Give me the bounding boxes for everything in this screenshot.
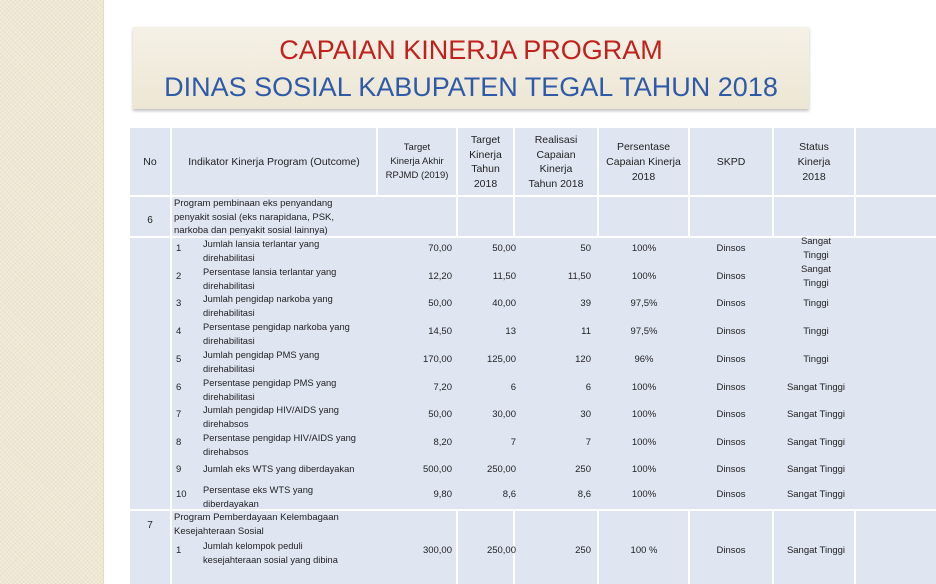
status-value: Sangat Tinggi bbox=[786, 489, 846, 500]
status-value: Tinggi bbox=[803, 298, 829, 309]
indicator-text: Persentase pengidap PMS yang direhabilitasi bbox=[203, 378, 337, 402]
column-divider bbox=[688, 128, 690, 238]
skpd-value: Dinsos bbox=[716, 382, 746, 393]
persentase-value: 100% bbox=[631, 489, 657, 500]
row-number: 3 bbox=[176, 298, 182, 309]
persentase-value: 100 % bbox=[630, 545, 658, 556]
skpd-value: Dinsos bbox=[716, 545, 746, 556]
indicator-text: Jumlah kelompok peduli kesejahteraan sosial yang dibina bbox=[203, 541, 338, 565]
status-value: Sangat Tinggi bbox=[786, 382, 846, 393]
realisasi-value: 250 bbox=[575, 545, 591, 556]
target-rpjmd-value: 500,00 bbox=[422, 464, 452, 475]
header-target-rpjmd: Target Kinerja Akhir RPJMD (2019) bbox=[378, 128, 456, 196]
persentase-value: 100% bbox=[631, 243, 657, 254]
target-2018-value: 6 bbox=[510, 382, 516, 393]
skpd-value: Dinsos bbox=[716, 437, 746, 448]
header-persentase: Persentase Capaian Kinerja 2018 bbox=[599, 128, 688, 196]
target-2018-value: 250,00 bbox=[486, 545, 516, 556]
realisasi-value: 250 bbox=[575, 464, 591, 475]
status-value: Sangat Tinggi bbox=[786, 464, 846, 475]
column-divider bbox=[597, 509, 599, 584]
performance-table bbox=[130, 128, 936, 584]
realisasi-value: 30 bbox=[580, 409, 591, 420]
column-divider bbox=[597, 128, 599, 238]
program-title: Program Pemberdayaan Kelembagaan Kesejahteraan Sosial bbox=[174, 512, 339, 537]
row-number: 9 bbox=[176, 464, 182, 475]
target-2018-value: 13 bbox=[505, 326, 516, 337]
persentase-value: 96% bbox=[634, 354, 654, 365]
row-number: 4 bbox=[176, 326, 182, 337]
skpd-value: Dinsos bbox=[716, 409, 746, 420]
decorative-side-strip bbox=[0, 0, 104, 584]
target-2018-value: 11,50 bbox=[492, 271, 516, 282]
column-divider bbox=[170, 128, 172, 584]
realisasi-value: 11 bbox=[581, 326, 591, 337]
column-divider bbox=[456, 128, 458, 238]
target-2018-value: 8,6 bbox=[502, 489, 516, 500]
target-rpjmd-value: 300,00 bbox=[422, 545, 452, 556]
persentase-value: 100% bbox=[631, 437, 657, 448]
row-number: 5 bbox=[176, 354, 182, 365]
header-target-2018: Target Kinerja Tahun 2018 bbox=[458, 128, 513, 196]
row-number: 1 bbox=[176, 243, 182, 254]
target-rpjmd-value: 14,50 bbox=[428, 326, 452, 337]
program-number: 6 bbox=[147, 215, 153, 226]
target-rpjmd-value: 8,20 bbox=[433, 437, 452, 448]
indicator-text: Persentase pengidap narkoba yang direhabilitasi bbox=[203, 322, 350, 346]
skpd-value: Dinsos bbox=[716, 298, 746, 309]
persentase-value: 97,5% bbox=[630, 326, 658, 337]
realisasi-value: 39 bbox=[580, 298, 591, 309]
column-divider bbox=[376, 128, 378, 196]
skpd-value: Dinsos bbox=[716, 243, 746, 254]
target-rpjmd-value: 12,20 bbox=[428, 271, 452, 282]
skpd-value: Dinsos bbox=[716, 271, 746, 282]
page-title-line-1: CAPAIAN KINERJA PROGRAM bbox=[279, 35, 663, 65]
target-2018-value: 50,00 bbox=[492, 243, 516, 254]
indicator-text: Persentase lansia terlantar yang direhabilitasi bbox=[203, 267, 337, 291]
indicator-text: Jumlah lansia terlantar yang direhabilitasi bbox=[203, 239, 320, 263]
indicator-text: Jumlah pengidap PMS yang direhabilitasi bbox=[203, 350, 320, 374]
indicator-text: Jumlah pengidap HIV/AIDS yang direhabsos bbox=[203, 405, 339, 429]
target-rpjmd-value: 7,20 bbox=[433, 382, 452, 393]
header-skpd: SKPD bbox=[690, 128, 772, 196]
row-number: 8 bbox=[176, 437, 182, 448]
header-no: No bbox=[130, 128, 170, 196]
realisasi-value: 6 bbox=[585, 382, 591, 393]
persentase-value: 100% bbox=[631, 464, 657, 475]
status-value: Sangat Tinggi bbox=[786, 437, 846, 448]
target-2018-value: 7 bbox=[510, 437, 516, 448]
column-divider bbox=[456, 509, 458, 584]
realisasi-value: 7 bbox=[585, 437, 591, 448]
status-value: Tinggi bbox=[803, 326, 829, 337]
target-2018-value: 30,00 bbox=[492, 409, 516, 420]
skpd-value: Dinsos bbox=[716, 489, 746, 500]
skpd-value: Dinsos bbox=[716, 464, 746, 475]
target-rpjmd-value: 70,00 bbox=[428, 243, 452, 254]
skpd-value: Dinsos bbox=[716, 354, 746, 365]
persentase-value: 100% bbox=[631, 271, 657, 282]
target-2018-value: 125,00 bbox=[486, 354, 516, 365]
column-divider bbox=[854, 128, 856, 238]
status-value: Sangat Tinggi bbox=[786, 545, 846, 556]
target-rpjmd-value: 9,80 bbox=[433, 489, 452, 500]
indicator-text: Jumlah pengidap narkoba yang direhabilitasi bbox=[203, 294, 333, 318]
persentase-value: 100% bbox=[631, 409, 657, 420]
realisasi-value: 120 bbox=[575, 354, 591, 365]
target-rpjmd-value: 50,00 bbox=[428, 409, 452, 420]
page-title-line-2: DINAS SOSIAL KABUPATEN TEGAL TAHUN 2018 bbox=[164, 72, 778, 102]
target-rpjmd-value: 170,00 bbox=[422, 354, 452, 365]
indicator-text: Persentase pengidap HIV/AIDS yang direhabsos bbox=[203, 433, 356, 457]
column-divider bbox=[513, 128, 515, 238]
header-indikator: Indikator Kinerja Program (Outcome) bbox=[172, 128, 376, 196]
realisasi-value: 50 bbox=[580, 243, 591, 254]
realisasi-value: 11,50 bbox=[567, 271, 591, 282]
indicator-text: Jumlah eks WTS yang diberdayakan bbox=[203, 464, 355, 474]
title-banner bbox=[133, 27, 809, 109]
program-title: Program pembinaan eks penyandang penyakit sosial (eks narapidana, PSK, narkoba dan penyakit sosial lainnya) bbox=[174, 198, 335, 236]
status-value: Tinggi bbox=[803, 354, 829, 365]
target-rpjmd-value: 50,00 bbox=[428, 298, 452, 309]
program-number: 7 bbox=[147, 520, 153, 531]
realisasi-value: 8,6 bbox=[577, 489, 591, 500]
indicator-text: Persentase eks WTS yang diberdayakan bbox=[203, 485, 314, 509]
target-2018-value: 40,00 bbox=[492, 298, 516, 309]
header-realisasi: Realisasi Capaian Kinerja Tahun 2018 bbox=[515, 128, 597, 196]
status-value: Sangat Tinggi bbox=[800, 236, 832, 261]
row-number: 7 bbox=[176, 409, 182, 420]
header-status: Status Kinerja 2018 bbox=[774, 128, 854, 196]
row-number: 6 bbox=[176, 382, 182, 393]
status-value: Sangat Tinggi bbox=[786, 409, 846, 420]
row-number: 2 bbox=[176, 271, 182, 282]
row-number: 10 bbox=[176, 489, 187, 500]
column-divider bbox=[772, 128, 774, 238]
persentase-value: 97,5% bbox=[630, 298, 658, 309]
status-value: Sangat Tinggi bbox=[800, 264, 832, 289]
row-number: 1 bbox=[176, 545, 182, 556]
persentase-value: 100% bbox=[631, 382, 657, 393]
skpd-value: Dinsos bbox=[716, 326, 746, 337]
target-2018-value: 250,00 bbox=[486, 464, 516, 475]
